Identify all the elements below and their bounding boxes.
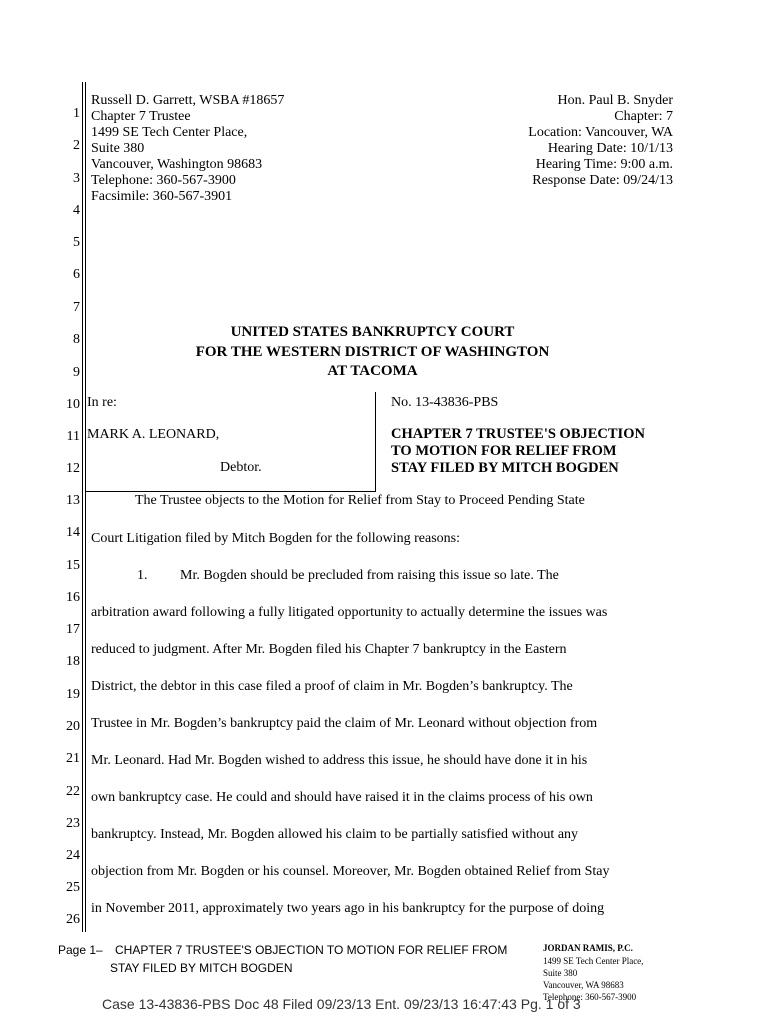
pleading-left-rule-2 — [85, 82, 86, 932]
response-date: Response Date: 09/24/13 — [532, 173, 673, 188]
firm-address-line3: Vancouver, WA 98683 — [543, 980, 624, 990]
line-number: 9 — [73, 365, 80, 380]
line-number: 10 — [66, 397, 80, 412]
line-number: 11 — [66, 429, 80, 444]
attorney-name: Russell D. Garrett, WSBA #18657 — [91, 93, 285, 108]
debtor-label: Debtor. — [220, 460, 262, 475]
line-number: 15 — [66, 558, 80, 573]
debtor-name: MARK A. LEONARD, — [87, 427, 220, 442]
firm-name: JORDAN RAMIS, P.C. — [543, 943, 633, 953]
body-line: bankruptcy. Instead, Mr. Bogden allowed his claim to be partially satisfied without any — [91, 827, 579, 842]
line-number: 4 — [73, 203, 80, 218]
court-district: FOR THE WESTERN DISTRICT OF WASHINGTON — [195, 344, 550, 360]
line-number: 17 — [66, 622, 80, 637]
firm-address-line1: 1499 SE Tech Center Place, — [543, 956, 644, 966]
hearing-date: Hearing Date: 10/1/13 — [547, 141, 673, 156]
line-number: 1 — [73, 106, 80, 121]
line-number: 12 — [66, 461, 80, 476]
firm-address-line2: Suite 380 — [543, 968, 578, 978]
line-number: 14 — [66, 525, 80, 540]
attorney-address-line2: Suite 380 — [91, 141, 145, 156]
firm-telephone: Telephone: 360-567-3900 — [543, 992, 637, 1002]
line-number: 7 — [73, 300, 80, 315]
line-number: 22 — [66, 784, 80, 799]
body-line: Mr. Leonard. Had Mr. Bogden wished to address this issue, he should have done it in his — [91, 753, 588, 768]
line-number: 16 — [66, 590, 80, 605]
attorney-telephone: Telephone: 360-567-3900 — [91, 173, 236, 188]
line-number: 21 — [66, 751, 80, 766]
line-number: 25 — [66, 880, 80, 895]
court-name: UNITED STATES BANKRUPTCY COURT — [230, 324, 515, 340]
body-line: objection from Mr. Bogden or his counsel. Moreover, Mr. Bogden obtained Relief from Stay — [91, 864, 610, 879]
chapter: Chapter: 7 — [614, 109, 673, 124]
body-line: Court Litigation filed by Mitch Bogden for the following reasons: — [91, 531, 460, 546]
page-label: Page 1– — [58, 943, 103, 957]
case-number: No. 13-43836-PBS — [391, 395, 499, 410]
line-number: 26 — [66, 912, 80, 927]
line-number: 6 — [73, 267, 80, 282]
pleading-left-rule-1 — [82, 82, 83, 932]
document-title-line3: STAY FILED BY MITCH BOGDEN — [391, 460, 619, 476]
hearing-time: Hearing Time: 9:00 a.m. — [535, 157, 673, 172]
body-line: own bankruptcy case. He could and should have raised it in the claims process of his own — [91, 790, 593, 805]
body-line: in November 2011, approximately two years ago in his bankruptcy for the purpose of doing — [91, 901, 605, 916]
line-number: 3 — [73, 171, 80, 186]
line-number: 24 — [66, 848, 80, 863]
footer-title-line2: STAY FILED BY MITCH BOGDEN — [110, 961, 293, 975]
document-title-line2: TO MOTION FOR RELIEF FROM — [391, 443, 617, 459]
document-title-line1: CHAPTER 7 TRUSTEE'S OBJECTION — [391, 426, 645, 442]
court-location: AT TACOMA — [327, 363, 418, 379]
line-number: 18 — [66, 654, 80, 669]
location: Location: Vancouver, WA — [528, 125, 673, 140]
footer-title-line1: CHAPTER 7 TRUSTEE'S OBJECTION TO MOTION FOR RELIEF FROM — [115, 943, 508, 957]
line-number: 2 — [73, 138, 80, 153]
attorney-title: Chapter 7 Trustee — [91, 109, 191, 124]
attorney-facsimile: Facsimile: 360-567-3901 — [91, 189, 233, 204]
line-number: 23 — [66, 816, 80, 831]
line-number: 20 — [66, 719, 80, 734]
body-line: arbitration award following a fully litigated opportunity to actually determine the issues was — [91, 605, 608, 620]
body-line: Mr. Bogden should be precluded from raising this issue so late. The — [180, 568, 559, 583]
caption-divider — [375, 392, 376, 492]
paragraph-number: 1. — [137, 568, 148, 583]
line-number: 8 — [73, 332, 80, 347]
body-line: Trustee in Mr. Bogden’s bankruptcy paid the claim of Mr. Leonard without objection from — [91, 716, 598, 731]
line-number: 19 — [66, 687, 80, 702]
judge-name: Hon. Paul B. Snyder — [557, 93, 673, 108]
body-line: reduced to judgment. After Mr. Bogden filed his Chapter 7 bankruptcy in the Eastern — [91, 642, 567, 657]
filing-stamp: Case 13-43836-PBS Doc 48 Filed 09/23/13 Ent. 09/23/13 16:47:43 Pg. 1 of 3 — [102, 996, 581, 1012]
in-re-label: In re: — [87, 395, 117, 410]
line-number: 5 — [73, 235, 80, 250]
body-line: The Trustee objects to the Motion for Relief from Stay to Proceed Pending State — [135, 493, 585, 508]
body-line: District, the debtor in this case filed a proof of claim in Mr. Bogden’s bankruptcy. The — [91, 679, 573, 694]
attorney-address-line3: Vancouver, Washington 98683 — [91, 157, 263, 172]
line-number: 13 — [66, 493, 80, 508]
caption-underline — [86, 491, 376, 492]
attorney-address-line1: 1499 SE Tech Center Place, — [91, 125, 248, 140]
